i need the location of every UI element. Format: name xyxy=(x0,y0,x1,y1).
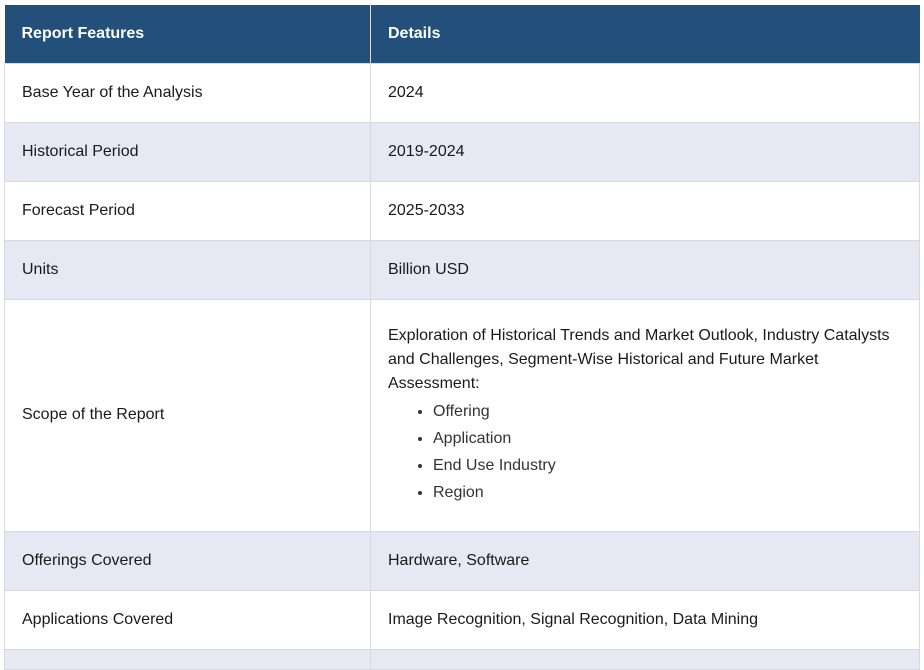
table-row xyxy=(5,531,920,590)
detail-cell: Hardware, Software xyxy=(371,531,920,590)
feature-cell: Forecast Period xyxy=(5,181,371,240)
report-features-table-container xyxy=(4,5,919,670)
list-item: • Application xyxy=(433,425,903,452)
table-row xyxy=(5,181,920,240)
table-row-cutoff xyxy=(5,649,920,669)
detail-cell: 2024 xyxy=(371,63,920,122)
list-item: • Offering xyxy=(433,398,903,425)
detail-cell: Image Recognition, Signal Recognition, Data Mining xyxy=(371,590,920,649)
list-item: • End Use Industry xyxy=(433,452,903,479)
table-row xyxy=(5,240,920,299)
feature-cell: Base Year of the Analysis xyxy=(5,63,371,122)
scope-bullet-list xyxy=(388,398,903,506)
list-item: • Region xyxy=(433,479,903,506)
table-row-scope xyxy=(5,299,920,531)
feature-cell: Historical Period xyxy=(5,122,371,181)
feature-cell: Scope of the Report xyxy=(5,299,371,531)
empty-cell xyxy=(371,649,920,669)
table-row xyxy=(5,122,920,181)
empty-cell xyxy=(5,649,371,669)
feature-cell: Units xyxy=(5,240,371,299)
detail-cell: 2025-2033 xyxy=(371,181,920,240)
scope-description: Exploration of Historical Trends and Market Outlook, Industry Catalysts and Challenges, Segment-Wise Historical and Future Market Assessment: xyxy=(388,327,890,392)
feature-cell: Applications Covered xyxy=(5,590,371,649)
header-details: Details xyxy=(371,5,920,63)
scope-detail-cell xyxy=(371,299,920,531)
detail-cell: 2019-2024 xyxy=(371,122,920,181)
detail-cell: Billion USD xyxy=(371,240,920,299)
table-header-row xyxy=(5,5,920,63)
table-row xyxy=(5,590,920,649)
report-features-table xyxy=(4,5,920,670)
header-report-features: Report Features xyxy=(5,5,371,63)
table-row xyxy=(5,63,920,122)
feature-cell: Offerings Covered xyxy=(5,531,371,590)
